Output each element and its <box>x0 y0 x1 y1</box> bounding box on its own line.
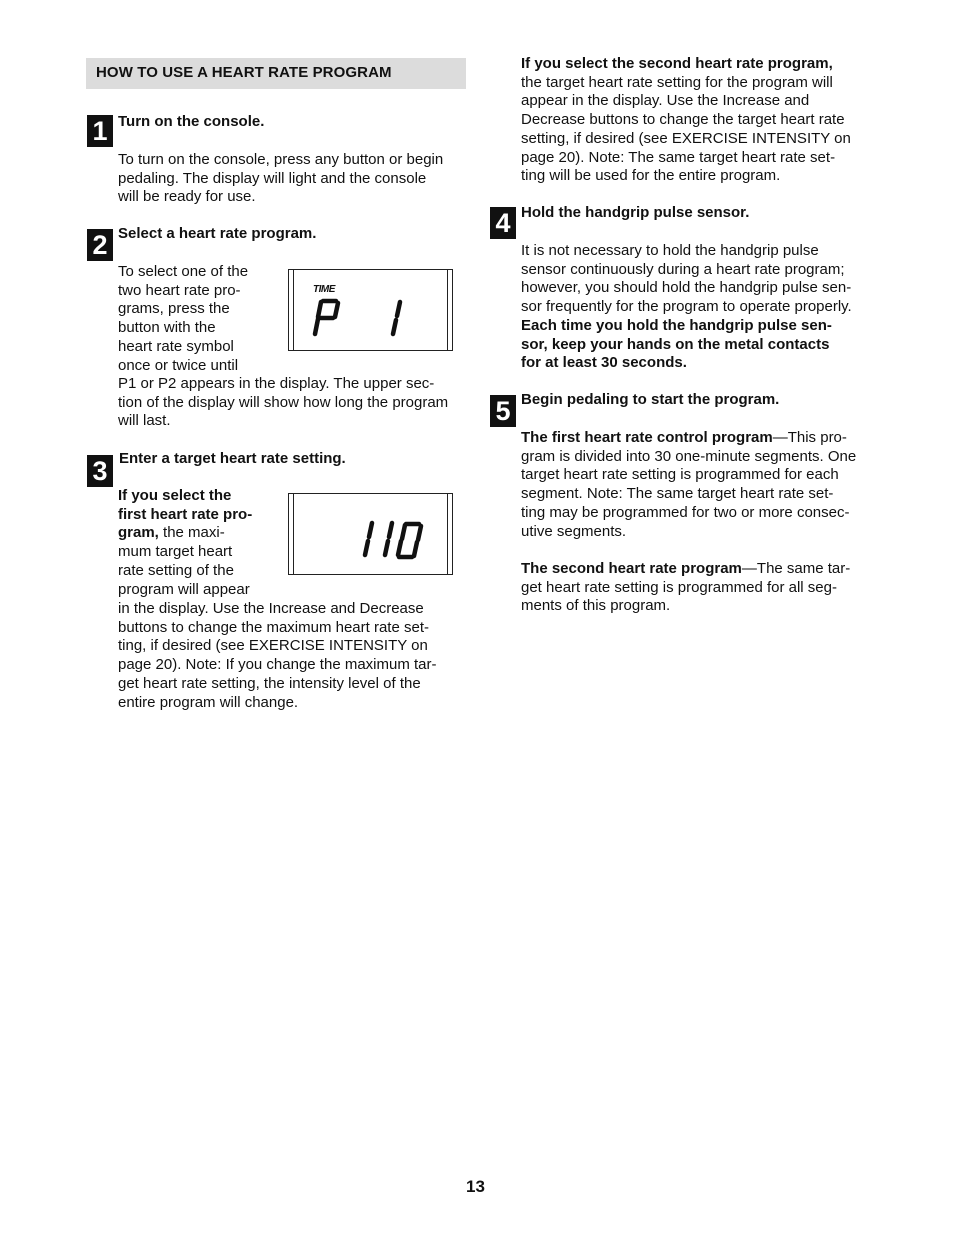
text-line: sor, keep your hands on the metal contacts <box>521 335 830 353</box>
text-line: ting will be used for the entire program. <box>521 167 781 185</box>
step-3-body-beside <box>118 487 252 599</box>
display-time-label: TIME <box>313 284 335 295</box>
display-frame-line <box>293 270 294 350</box>
text-line: To turn on the console, press any button or begin <box>118 151 444 168</box>
text-line: program will appear <box>118 580 250 598</box>
text-line: utive segments. <box>521 522 627 540</box>
text-line: ments of this program. <box>521 597 671 615</box>
bold-lead: gram, <box>118 524 159 542</box>
display-frame-line <box>447 270 448 350</box>
step-3-title: Enter a target heart rate setting. <box>119 450 346 467</box>
display-p1-value: P 1 <box>309 298 311 299</box>
text-line: ting may be programmed for two or more consec- <box>521 503 850 521</box>
text-line: get heart rate setting is programmed for all seg- <box>521 578 837 596</box>
step-5-title: Begin pedaling to start the program. <box>521 391 780 408</box>
step-2-number: 2 <box>87 229 113 261</box>
step-1-body <box>118 151 443 207</box>
step-4-title: Hold the handgrip pulse sensor. <box>521 204 750 221</box>
text-line: for at least 30 seconds. <box>521 354 687 372</box>
step-3-body <box>118 600 437 712</box>
section-heading: HOW TO USE A HEART RATE PROGRAM <box>96 64 392 81</box>
display-p1-digits <box>309 298 439 338</box>
step-4-body <box>521 242 852 373</box>
text-line: To select one of the <box>118 263 249 280</box>
text-line <box>118 524 252 543</box>
display-110-digits <box>357 519 437 561</box>
text-line: two heart rate pro- <box>118 281 241 299</box>
text-line: If you select the <box>118 487 232 504</box>
text-line: will last. <box>118 412 171 430</box>
text-line: ting, if desired (see EXERCISE INTENSITY on <box>118 637 428 655</box>
text-line: button with the <box>118 319 216 337</box>
text-line: however, you should hold the handgrip pulse sen- <box>521 279 852 297</box>
text-line: once or twice until <box>118 356 239 374</box>
text-line: It is not necessary to hold the handgrip pulse <box>521 242 819 259</box>
text-line: mum target heart <box>118 543 233 561</box>
bold-lead: The first heart rate control program <box>521 429 773 446</box>
text-line: rate setting of the <box>118 561 234 579</box>
text-line: Decrease buttons to change the target heart rate <box>521 111 845 129</box>
step-4-number: 4 <box>490 207 516 239</box>
page-number: 13 <box>466 1177 485 1196</box>
text-line: segment. Note: The same target heart rate set- <box>521 485 834 503</box>
section-heading-bar <box>86 58 466 89</box>
text-line: in the display. Use the Increase and Decrease <box>118 600 424 617</box>
text-line: page 20). Note: If you change the maximum tar- <box>118 656 437 674</box>
step-2-body <box>118 375 448 431</box>
step-5-number: 5 <box>490 395 516 427</box>
step-3-continued <box>521 55 851 186</box>
text-line: heart rate symbol <box>118 337 234 355</box>
step-2-body-beside <box>118 263 248 375</box>
text-line: setting, if desired (see EXERCISE INTENSITY on <box>521 129 851 147</box>
text-line: appear in the display. Use the Increase and <box>521 92 810 110</box>
text-line: sor frequently for the program to operate properly. <box>521 298 852 316</box>
text-tail: —This pro- <box>772 429 847 446</box>
text-line: the target heart rate setting for the program will <box>521 73 833 91</box>
text-line: gram is divided into 30 one-minute segments. One <box>521 447 857 465</box>
text-tail: —The same tar- <box>741 560 851 577</box>
text-line: get heart rate setting, the intensity level of the <box>118 674 421 692</box>
text-line: buttons to change the maximum heart rate set- <box>118 618 429 636</box>
text-line: will be ready for use. <box>118 188 256 206</box>
step-2-title: Select a heart rate program. <box>118 225 317 242</box>
text-line <box>521 560 850 579</box>
step-3-number: 3 <box>87 455 113 487</box>
text-line: first heart rate pro- <box>118 505 253 523</box>
text-line: pedaling. The display will light and the console <box>118 169 427 187</box>
text-line: Each time you hold the handgrip pulse sen- <box>521 316 832 334</box>
display-110 <box>288 493 453 575</box>
text-line <box>521 429 856 448</box>
text-line: P1 or P2 appears in the display. The upper sec- <box>118 375 435 392</box>
bold-lead: The second heart rate program <box>521 560 742 577</box>
text-line: tion of the display will show how long the program <box>118 393 449 411</box>
display-p1 <box>288 269 453 351</box>
text-tail: the maxi- <box>158 524 225 542</box>
text-line: target heart rate setting is programmed for each <box>521 466 839 484</box>
text-line: grams, press the <box>118 300 230 318</box>
display-frame-line <box>447 494 448 574</box>
text-line: page 20). Note: The same target heart rate set- <box>521 148 836 166</box>
step-5-paragraph-2 <box>521 560 850 616</box>
step-1-number: 1 <box>87 115 113 147</box>
text-line: sensor continuously during a heart rate program; <box>521 260 845 278</box>
text-line: If you select the second heart rate program, <box>521 55 833 72</box>
display-frame-line <box>293 494 294 574</box>
step-5-paragraph-1 <box>521 429 856 541</box>
step-1-title: Turn on the console. <box>118 113 265 130</box>
display-110-value: 110 <box>357 519 359 520</box>
text-line: entire program will change. <box>118 693 299 711</box>
